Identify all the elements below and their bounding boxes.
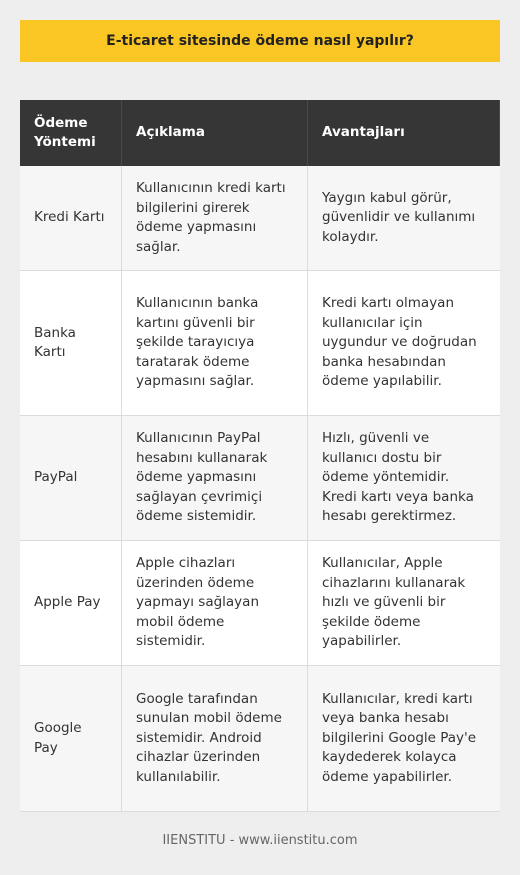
advantages-cell: Yaygın kabul görür, güvenlidir ve kullanımı kolaydır. [322, 189, 476, 245]
payment-methods-table [20, 100, 500, 812]
description-cell: Kullanıcının banka kartını güvenli bir şekilde tarayıcıya taratarak ödeme yapmasını sağlar. [122, 271, 308, 415]
description-cell: Google tarafından sunulan mobil ödeme sistemidir. Android cihazlar üzerinden kullanılabilir. [122, 666, 308, 811]
header-advantages: Avantajları [308, 100, 500, 166]
method-cell: Kredi Kartı [20, 166, 122, 270]
page-title: E-ticaret sitesinde ödeme nasıl yapılır? [20, 20, 500, 62]
advantages-cell: Hızlı, güvenli ve kullanıcı dostu bir ödeme yöntemidir. Kredi kartı veya banka hesabı gerektirmez. [322, 430, 474, 525]
table-row [20, 666, 500, 812]
method-cell: PayPal [20, 416, 122, 540]
description-cell: Kullanıcının PayPal hesabını kullanarak ödeme yapmasını sağlayan çevrimiçi ödeme sistemidir. [122, 416, 308, 540]
advantages-cell: Kredi kartı olmayan kullanıcılar için uygundur ve doğrudan banka hesabından ödeme yapılabilir. [322, 295, 477, 390]
description-cell: Kullanıcının kredi kartı bilgilerini girerek ödeme yapmasını sağlar. [122, 166, 308, 270]
table-row [20, 271, 500, 416]
advantages-cell: Kullanıcılar, Apple cihazlarını kullanarak hızlı ve güvenli bir şekilde ödeme yapabilirler. [322, 555, 466, 650]
header-description: Açıklama [122, 100, 308, 166]
footer-credit: IIENSTITU - www.iienstitu.com [162, 833, 358, 848]
advantages-cell: Kullanıcılar, kredi kartı veya banka hesabı bilgilerini Google Pay'e kaydederek kolayca ödeme yapabilirler. [322, 690, 477, 785]
description-cell: Apple cihazları üzerinden ödeme yapmayı sağlayan mobil ödeme sistemidir. [122, 541, 308, 665]
method-cell: Google Pay [20, 666, 122, 811]
method-cell: Banka Kartı [20, 271, 122, 415]
table-row [20, 166, 500, 271]
table-header-row [20, 100, 500, 166]
table-row [20, 416, 500, 541]
table-row [20, 541, 500, 666]
method-cell: Apple Pay [20, 541, 122, 665]
header-payment-method: Ödeme Yöntemi [20, 100, 122, 166]
